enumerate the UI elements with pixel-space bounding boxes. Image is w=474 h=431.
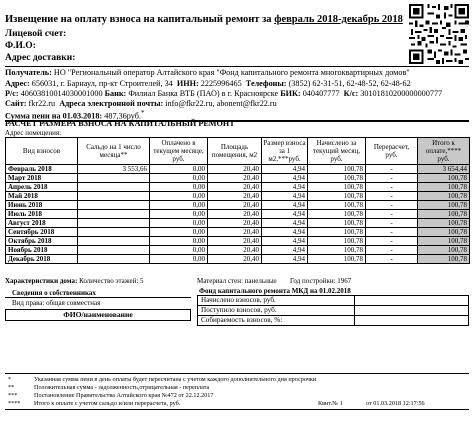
bank-label: Банк:: [104, 89, 127, 98]
table-row: [6, 210, 470, 219]
fund-table: [197, 295, 469, 326]
cell-paid: 0,00: [150, 183, 208, 192]
cell-area: 20,40: [208, 192, 262, 201]
cell-total: 100,78: [418, 246, 470, 255]
cell-paid: 0,00: [150, 192, 208, 201]
notice-period: февраль 2018-декабрь 2018: [274, 14, 403, 25]
cell-recalc: -: [366, 228, 418, 237]
cell-rate: 4,94: [262, 246, 308, 255]
fund-accrued-value: [355, 296, 469, 306]
cell-accrued: 100,78: [308, 174, 366, 183]
note-4-text: Итого к оплате с учетом сальдо и/или перерасчета, руб.: [34, 400, 181, 407]
cell-total: 100,78: [418, 174, 470, 183]
cell-balance: [78, 201, 150, 210]
house-label: Характеристики дома:: [5, 277, 78, 285]
table-row: [6, 219, 470, 228]
cell-accrued: 100,78: [308, 237, 366, 246]
cell-rate: 4,94: [262, 228, 308, 237]
cell-rate: 4,94: [262, 183, 308, 192]
cell-area: 20,40: [208, 183, 262, 192]
phones-value: (3852) 62-31-51, 62-48-52, 62-48-62: [288, 79, 411, 88]
cell-area: 20,40: [208, 174, 262, 183]
table-row: [6, 165, 470, 174]
cell-rate: 4,94: [262, 201, 308, 210]
cell-balance: [78, 255, 150, 264]
divider-recipient-top: [5, 66, 469, 67]
cell-area: 20,40: [208, 237, 262, 246]
penalty-value: 487,36руб.: [104, 111, 141, 121]
penalty-label: Сумма пени на 01.03.2018:: [5, 111, 103, 121]
bank-details-line: [5, 89, 442, 99]
account-label: Лицевой счет:: [5, 29, 67, 39]
inn-value: 2225996465: [200, 79, 242, 88]
name-label: Ф.И.О:: [5, 41, 36, 51]
cell-balance: [78, 183, 150, 192]
col-header-total: Итого к оплате,**** руб.: [418, 138, 470, 165]
cell-rate: 4,94: [262, 219, 308, 228]
ks-value: 30101810200000000777: [360, 89, 443, 98]
fund-collection-value: [355, 316, 469, 326]
bik-value: 040407777: [302, 89, 340, 98]
recipient-address-value: 656031, г. Барнаул, пр-кт Строителей, 34: [31, 79, 173, 88]
table-row: [6, 228, 470, 237]
cell-paid: 0,00: [150, 228, 208, 237]
bank-value: Филиал Банка ВТБ (ПАО) в г. Красноярске: [128, 89, 279, 98]
cell-rate: 4,94: [262, 255, 308, 264]
cell-paid: 0,00: [150, 219, 208, 228]
premises-address-label: Адрес помещения:: [5, 129, 62, 137]
charges-table: [5, 137, 470, 264]
cell-rate: 4,94: [262, 174, 308, 183]
recipient-address-label: Адрес:: [5, 79, 30, 88]
cell-total: 100,78: [418, 192, 470, 201]
cell-period: Сентябрь 2018: [6, 228, 78, 237]
house-year: Год постройки: 1967: [290, 277, 352, 285]
cell-recalc: -: [366, 165, 418, 174]
cell-total: 3 654,44: [418, 165, 470, 174]
cell-total: 100,78: [418, 228, 470, 237]
cell-recalc: -: [366, 192, 418, 201]
cell-accrued: 100,78: [308, 219, 366, 228]
email-label: Адреса электронной почты:: [59, 99, 164, 108]
cell-paid: 0,00: [150, 246, 208, 255]
note-1-mark: *: [8, 376, 12, 383]
penalty-footnote-mark: *: [140, 110, 145, 117]
note-2-mark: **: [8, 384, 15, 391]
qr-code-icon: [409, 4, 469, 64]
table-row: [6, 183, 470, 192]
fund-row: [198, 296, 469, 306]
rs-value: 40603810014030001000: [20, 89, 103, 98]
email-value[interactable]: info@fkr22.ru, abonent@fkr22.ru: [165, 99, 277, 108]
note-3-mark: ***: [8, 392, 18, 399]
cell-period: Август 2018: [6, 219, 78, 228]
cell-balance: [78, 237, 150, 246]
cell-area: 20,40: [208, 201, 262, 210]
cell-period: Апрель 2018: [6, 183, 78, 192]
cell-accrued: 100,78: [308, 210, 366, 219]
cell-area: 20,40: [208, 219, 262, 228]
cell-period: Март 2018: [6, 174, 78, 183]
cell-period: Октябрь 2018: [6, 237, 78, 246]
cell-total: 100,78: [418, 201, 470, 210]
cell-paid: 0,00: [150, 255, 208, 264]
cell-balance: [78, 219, 150, 228]
cell-paid: 0,00: [150, 201, 208, 210]
cell-accrued: 100,78: [308, 183, 366, 192]
cell-balance: [78, 210, 150, 219]
cell-period: Май 2018: [6, 192, 78, 201]
table-row: [6, 201, 470, 210]
note-4-mark: ****: [8, 400, 21, 407]
cell-area: 20,40: [208, 255, 262, 264]
cell-accrued: 100,78: [308, 192, 366, 201]
fund-received-label: Поступило взносов, руб.: [198, 306, 355, 316]
recipient-label: Получатель:: [5, 68, 52, 77]
cell-area: 20,40: [208, 246, 262, 255]
col-header-type: Вид взносов: [6, 138, 78, 165]
cell-recalc: -: [366, 255, 418, 264]
receipt-date: от 01.03.2018 12:17:56: [366, 400, 425, 407]
cell-balance: 3 553,66: [78, 165, 150, 174]
cell-recalc: -: [366, 219, 418, 228]
cell-total: 100,78: [418, 255, 470, 264]
cell-total: 100,78: [418, 183, 470, 192]
table-row: [6, 246, 470, 255]
cell-balance: [78, 192, 150, 201]
recipient-line: [5, 68, 410, 78]
note-3-text: Постановление Правительства Алтайского края №472 от 22.12.2017: [34, 392, 214, 399]
cell-area: 20,40: [208, 210, 262, 219]
fund-row: [198, 316, 469, 326]
cell-rate: 4,94: [262, 237, 308, 246]
fund-collection-label: Собираемость взносов, %:: [198, 316, 355, 326]
fund-row: [198, 306, 469, 316]
cell-period: Декабрь 2018: [6, 255, 78, 264]
owners-divider: [5, 297, 191, 298]
inn-label: ИНН:: [176, 79, 199, 88]
cell-total: 100,78: [418, 219, 470, 228]
cell-recalc: -: [366, 183, 418, 192]
cell-period: Июнь 2018: [6, 201, 78, 210]
delivery-address-label: Адрес доставки:: [5, 53, 76, 63]
cell-balance: [78, 174, 150, 183]
house-material: Материал стен: панельные: [197, 277, 277, 285]
table-row: [6, 255, 470, 264]
cell-paid: 0,00: [150, 210, 208, 219]
receipt-number: Квит.№ 1: [318, 400, 343, 407]
cell-period: Ноябрь 2018: [6, 246, 78, 255]
fund-received-value: [355, 306, 469, 316]
ks-label: К/с:: [343, 89, 359, 98]
owners-title: Сведения о собственниках: [12, 289, 96, 297]
cell-total: 100,78: [418, 210, 470, 219]
col-header-accrued: Начислено за текущий месяц, руб.: [308, 138, 366, 165]
notice-title-prefix: Извещение на оплату взноса на капитальный ремонт за: [5, 14, 275, 25]
cell-paid: 0,00: [150, 165, 208, 174]
cell-accrued: 100,78: [308, 201, 366, 210]
house-floors: Количество этажей: 5: [79, 277, 144, 285]
bik-label: БИК:: [280, 89, 301, 98]
owner-name-header: ФИО/наименование: [5, 309, 191, 321]
owners-right: Вид права: общая совместная: [12, 299, 101, 307]
col-header-balance: Сальдо на 1 число месяца**: [78, 138, 150, 165]
cell-accrued: 100,78: [308, 255, 366, 264]
rs-label: Р/с:: [5, 89, 19, 98]
phones-label: Телефоны:: [245, 79, 287, 88]
cell-paid: 0,00: [150, 237, 208, 246]
note-2-text: Положительная сумма - задолженность,отрицательная - переплата: [34, 384, 210, 391]
cell-area: 20,40: [208, 228, 262, 237]
cell-rate: 4,94: [262, 165, 308, 174]
col-header-paid: Оплачено в текущем месяце, руб.: [150, 138, 208, 165]
cell-accrued: 100,78: [308, 228, 366, 237]
table-row: [6, 174, 470, 183]
cell-recalc: -: [366, 210, 418, 219]
recipient-value: НО "Региональный оператор Алтайского края "Фонд капитального ремонта многоквартирных домов": [53, 68, 410, 77]
house-characteristics: [5, 277, 144, 286]
cell-recalc: -: [366, 201, 418, 210]
recipient-address-line: [5, 79, 411, 89]
table-header-row: [6, 138, 470, 165]
site-value[interactable]: fkr22.ru: [28, 99, 56, 108]
divider-bottom: [5, 409, 469, 410]
table-row: [6, 192, 470, 201]
fund-title: Фонд капитального ремонта МКД на 01.02.2018: [199, 287, 351, 295]
site-label: Сайт:: [5, 99, 27, 108]
contacts-line: [5, 99, 277, 109]
cell-balance: [78, 246, 150, 255]
cell-balance: [78, 228, 150, 237]
cell-rate: 4,94: [262, 192, 308, 201]
col-header-recalc: Перерасчет, руб.: [366, 138, 418, 165]
col-header-area: Площадь помещения, м2: [208, 138, 262, 165]
cell-recalc: -: [366, 237, 418, 246]
cell-accrued: 100,78: [308, 165, 366, 174]
cell-paid: 0,00: [150, 174, 208, 183]
cell-total: 100,78: [418, 237, 470, 246]
cell-area: 20,40: [208, 165, 262, 174]
cell-recalc: -: [366, 174, 418, 183]
cell-accrued: 100,78: [308, 246, 366, 255]
cell-recalc: -: [366, 246, 418, 255]
table-row: [6, 237, 470, 246]
cell-rate: 4,94: [262, 210, 308, 219]
cell-period: Февраль 2018: [6, 165, 78, 174]
cell-period: Июль 2018: [6, 210, 78, 219]
divider-notes: [5, 373, 469, 374]
calc-title: РАСЧЕТ РАЗМЕРА ВЗНОСА НА КАПИТАЛЬНЫЙ РЕМОНТ: [5, 119, 235, 128]
note-1-text: Указанная сумма пени в день оплаты будет пересчитана с учетом каждого дополнительного дня просрочки: [34, 376, 317, 383]
fund-accrued-label: Начислено взносов, руб.: [198, 296, 355, 306]
col-header-rate: Размер взноса за 1 м2,***руб.: [263, 139, 306, 163]
notice-title: [5, 14, 403, 26]
